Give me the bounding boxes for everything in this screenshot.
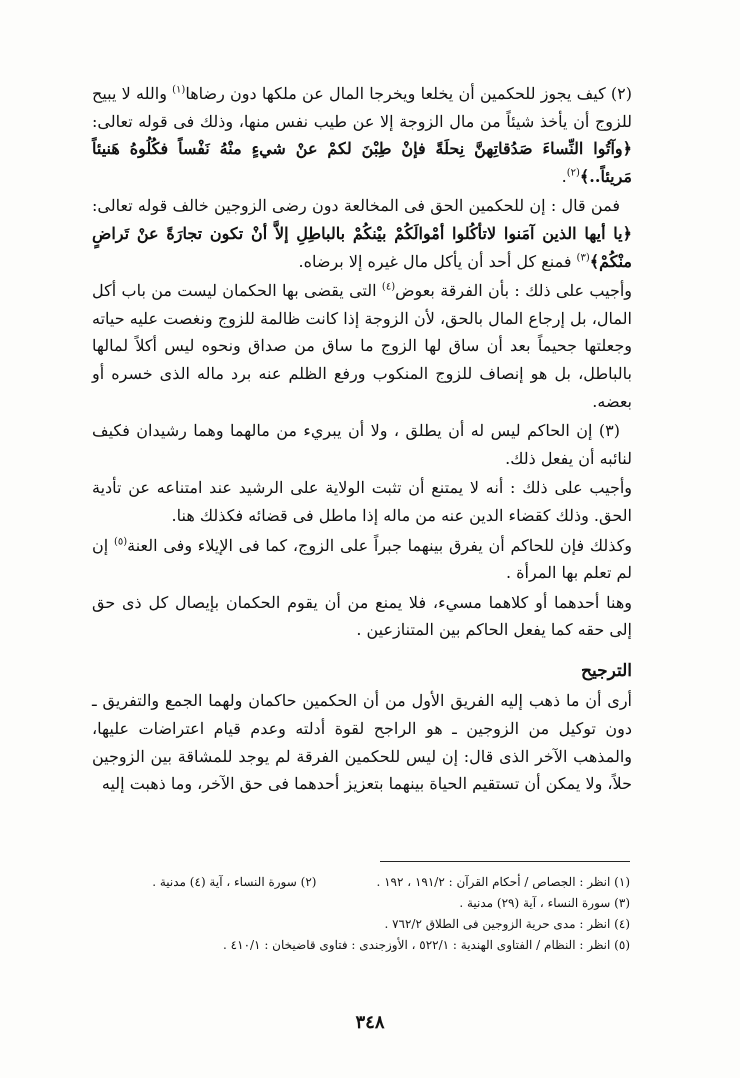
footnotes: [120, 872, 630, 956]
paragraph: [92, 417, 632, 472]
paragraph-text: (٣) إن الحاكم ليس له أن يطلق ، ولا أن يبريء من مالهما وهما رشيدان فكيف لنائبه أن يفعل ذلك.: [92, 421, 632, 468]
footnote-5: (٥) انظر : النظام / الفتاوى الهندية : ٥٢٢/١ ، الأوزجندى : فتاوى قاضيخان : ٤١٠/١ .: [223, 938, 630, 952]
conclusion-paragraph: أرى أن ما ذهب إليه الفريق الأول من أن الحكمين حاكمان ولهما الجمع والتفريق ـ دون توكيل من الزوجين ـ هو الراجح لقوة أدلته وعدم قيام اعتراضات عليها، والمذهب الآخر الذى قال: إن ليس للحكمين الفرقة لم يوجد للمشاقة بين الزوجين حلاً، ولا يمكن أن تستقيم الحياة بينهما بتعزيز أحدهما فى حق الآخر، وما ذهبت إليه: [92, 691, 632, 794]
footnote-marker: (٥): [113, 536, 128, 548]
paragraph: [92, 80, 632, 190]
paragraph-text: فمنع كل أحد أن يأكل مال غيره إلا برضاه.: [298, 251, 577, 271]
paragraph-text: وأجيب على ذلك : أنه لا يمتنع أن تثبت الولاية على الرشيد عند امتناعه عن تأدية الحق. وذلك كقضاء الدين عنه من ماله إذا ماطل فى قضائه فكذلك هنا.: [92, 478, 632, 525]
paragraph-text: التى يقضى بها الحكمان ليست من باب أكل المال، بل إرجاع المال بالحق، لأن الزوجة إذا كانت ظالمة للزوج ونغصت عليه حياته وجعلتها جحيماً بعد أن ساق لها الزوج ما ساق من صداق ونحوه ليس أكلاً لمالها بالباطل، بل هو إنصاف للزوج المنكوب ورفع الظلم عنه برد ماله الذى خسره أو بعضه.: [92, 281, 632, 411]
paragraph-text: (٢) كيف يجوز للحكمين أن يخلعا ويخرجا المال عن ملكها دون رضاها: [185, 84, 632, 103]
footnote-divider: [380, 861, 630, 862]
paragraph-text: فمن قال : إن للحكمين الحق فى المخالعة دون رضى الزوجين خالف قوله تعالى:: [92, 196, 620, 216]
paragraph-text: والله لا يبيح للزوج أن يأخذ شيئاً من مال الزوجة إلا عن طيب نفس منها، وذلك فى قوله تعالى:: [92, 84, 632, 131]
paragraph: [92, 277, 632, 415]
paragraph: [92, 589, 632, 644]
footnote-marker: (٤): [381, 281, 396, 293]
paragraph: [92, 532, 632, 587]
footnote-row: [120, 935, 630, 956]
footnote-4: (٤) انظر : مدى حرية الزوجين فى الطلاق ٧٦٢/٢ .: [384, 917, 630, 931]
footnote-marker: (١): [172, 84, 186, 96]
paragraph: [92, 474, 632, 529]
paragraph-text: وكذلك فإن للحاكم أن يفرق بينهما جبراً على الزوج، كما فى الإيلاء وفى العنة: [127, 535, 633, 555]
paragraph-text: إن لم تعلم بها المرأة .: [92, 535, 632, 583]
paragraph-text: وهنا أحدهما أو كلاهما مسيء، فلا يمنع من أن يقوم الحكمان بإيصال كل ذى حق إلى حقه كما يفعل الحاكم بين المتنازعين .: [92, 592, 632, 640]
paragraph-text: .: [561, 166, 567, 186]
main-text: [92, 80, 632, 800]
footnote-marker: (٣): [576, 252, 590, 264]
section-heading: الترجيح: [580, 660, 632, 681]
quran-verse: ﴿يا أيها الذين آمَنوا لاتأكُلوا أمْوالَكُمْ بيْنكُمْ بالباطِلِ إلاَّ أنْ تكون تجارَةً عنْ تَراضٍ منْكُمْ﴾: [92, 223, 632, 271]
quran-verse: ﴿وآتُوا النِّساءَ صَدُقاتِهنَّ نِحلَةً فإنْ طِبْنَ لكمْ عنْ شيءٍ منْهُ نَفْساً فكُلُوهُ هَنيئاً مَريئاً..﴾: [92, 139, 632, 186]
paragraph: [92, 192, 632, 275]
footnote-row: [120, 872, 630, 893]
footnote-row: [120, 914, 630, 935]
footnote-2: (٢) سورة النساء ، آية (٤) مدنية .: [152, 875, 317, 889]
page-number: ٣٤٨: [355, 1012, 385, 1033]
paragraph-text: وأجيب على ذلك : بأن الفرقة بعوض: [395, 281, 633, 301]
footnote-marker: (٢): [566, 167, 580, 179]
footnote-row: [120, 893, 630, 914]
footnote-1: (١) انظر : الجصاص / أحكام القرآن : ١٩١/٢ ، ١٩٢ .: [376, 875, 630, 889]
footnote-3: (٣) سورة النساء ، آية (٢٩) مدنية .: [459, 896, 630, 910]
